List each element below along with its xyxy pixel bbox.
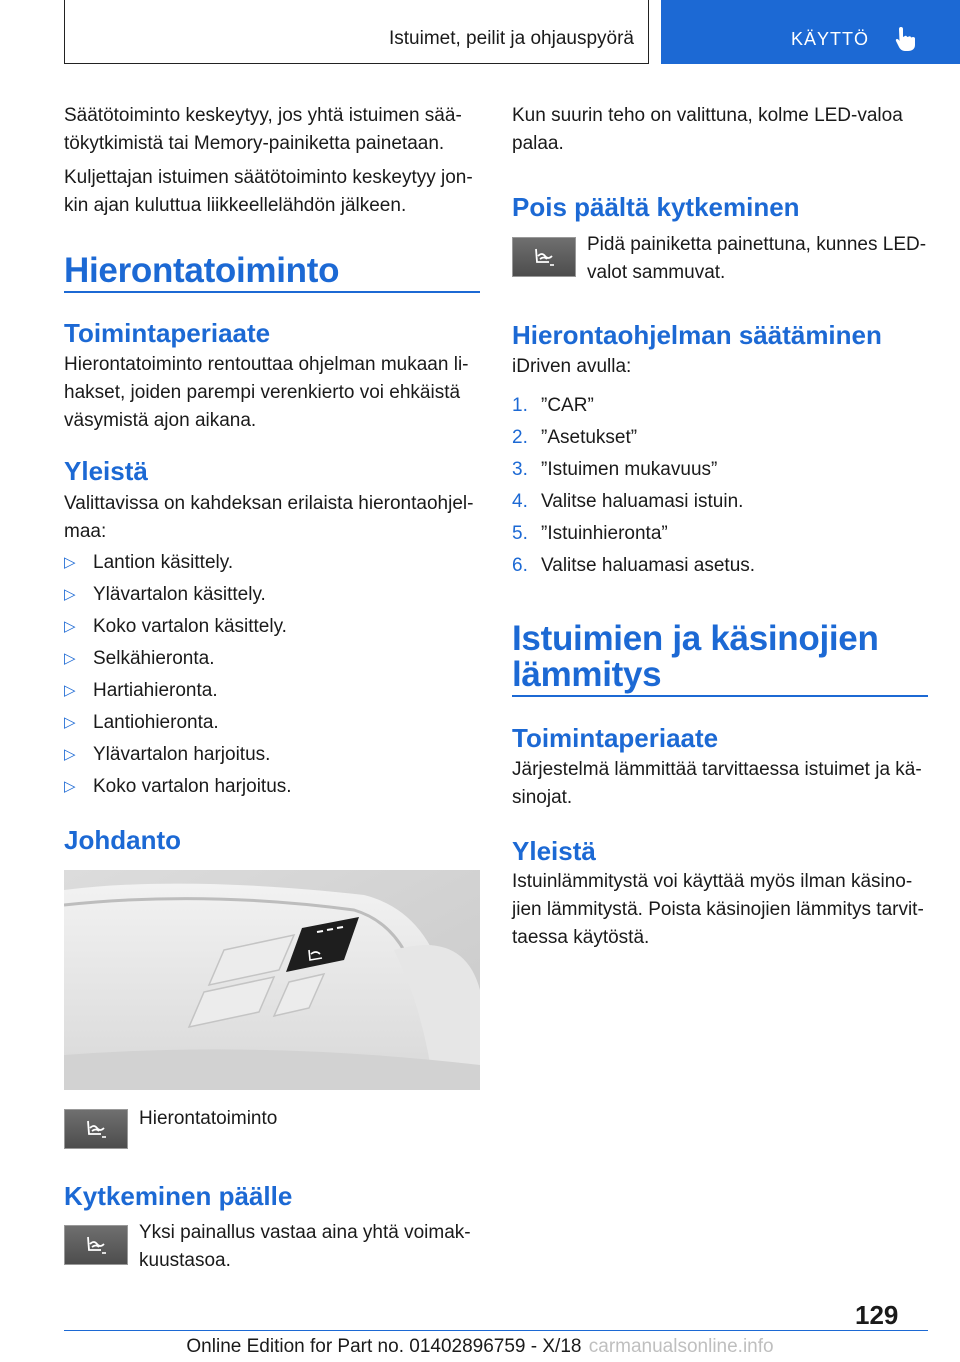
triangle-bullet-icon: ▷ [64, 714, 76, 731]
heat-general-paragraph: Istuinlämmitystä voi käyttää myös ilman käsino-jien lämmitystä. Poista käsinojien lämmitys tarvit-taessa käytöstä. [512, 871, 924, 948]
edition-text: Online Edition for Part no. 01402896759 - X/18 [186, 1336, 582, 1357]
heading-principle: Toimintaperiaate [64, 318, 271, 348]
massage-button-icon [64, 1225, 128, 1265]
heading-adjust-program: Hierontaohjelman säätäminen [512, 320, 882, 350]
triangle-bullet-icon: ▷ [64, 682, 76, 699]
triangle-bullet-icon: ▷ [64, 586, 76, 603]
massage-button-icon [64, 1109, 128, 1149]
max-level-paragraph: Kun suurin teho on valittuna, kolme LED-valoa palaa. [512, 105, 903, 154]
heading-divider [64, 291, 480, 293]
icon-caption: Hierontatoiminto [139, 1108, 278, 1129]
footer-divider [64, 1330, 928, 1331]
footer-edition [0, 1336, 960, 1358]
heading-switch-on: Kytkeminen päälle [64, 1181, 293, 1211]
triangle-bullet-icon: ▷ [64, 618, 76, 635]
massage-button-icon [512, 237, 576, 277]
pointing-hand-icon [895, 26, 917, 52]
adjust-paragraph: iDriven avulla: [512, 356, 632, 377]
triangle-bullet-icon: ▷ [64, 746, 76, 763]
triangle-bullet-icon: ▷ [64, 554, 76, 571]
section-heading-heating-line1: Istuimien ja käsinojien [512, 619, 879, 658]
section-heading-heating-line2: lämmitys [512, 655, 662, 694]
heading-switch-off: Pois päältä kytkeminen [512, 192, 800, 222]
triangle-bullet-icon: ▷ [64, 778, 76, 795]
heading-general: Yleistä [64, 456, 148, 486]
section-heading-massage: Hierontatoiminto [64, 251, 340, 290]
header-section-title: Istuimet, peilit ja ohjauspyörä [388, 28, 634, 49]
triangle-bullet-icon: ▷ [64, 650, 76, 667]
heading-heat-general: Yleistä [512, 836, 596, 866]
header-section-box [64, 0, 649, 64]
watermark-text: carmanualsonline.info [588, 1336, 774, 1357]
heading-heat-principle: Toimintaperiaate [512, 723, 719, 753]
intro-paragraph-1: Säätötoiminto keskeytyy, jos yhtä istuimen sää-tökytkimistä tai Memory-painiketta painetaan. [64, 105, 462, 154]
heading-introduction: Johdanto [64, 825, 181, 855]
header-chapter-label: KÄYTTÖ [791, 29, 870, 49]
intro-paragraph-2: Kuljettajan istuimen säätötoiminto keskeytyy jon-kin ajan kuluttua liikkeellelähdön jälkeen. [64, 167, 473, 216]
general-paragraph: Valittavissa on kahdeksan erilaista hierontaohjel-maa: [64, 493, 474, 542]
heat-principle-paragraph: Järjestelmä lämmittää tarvittaessa istuimet ja kä-sinojat. [512, 759, 922, 808]
heading-divider [512, 695, 928, 697]
door-panel-photo [64, 870, 480, 1090]
switch-off-paragraph: Pidä painiketta painettuna, kunnes LED-valot sammuvat. [587, 234, 927, 283]
header-chapter-tab[interactable] [661, 0, 960, 64]
principle-paragraph: Hierontatoiminto rentouttaa ohjelman mukaan li-hakset, joiden parempi verenkierto voi ehkäistä väsymistä ajon aikana. [64, 354, 469, 431]
page-number: 129 [855, 1300, 899, 1330]
switch-on-paragraph: Yksi painallus vastaa aina yhtä voimak-kuustasoa. [139, 1222, 471, 1271]
